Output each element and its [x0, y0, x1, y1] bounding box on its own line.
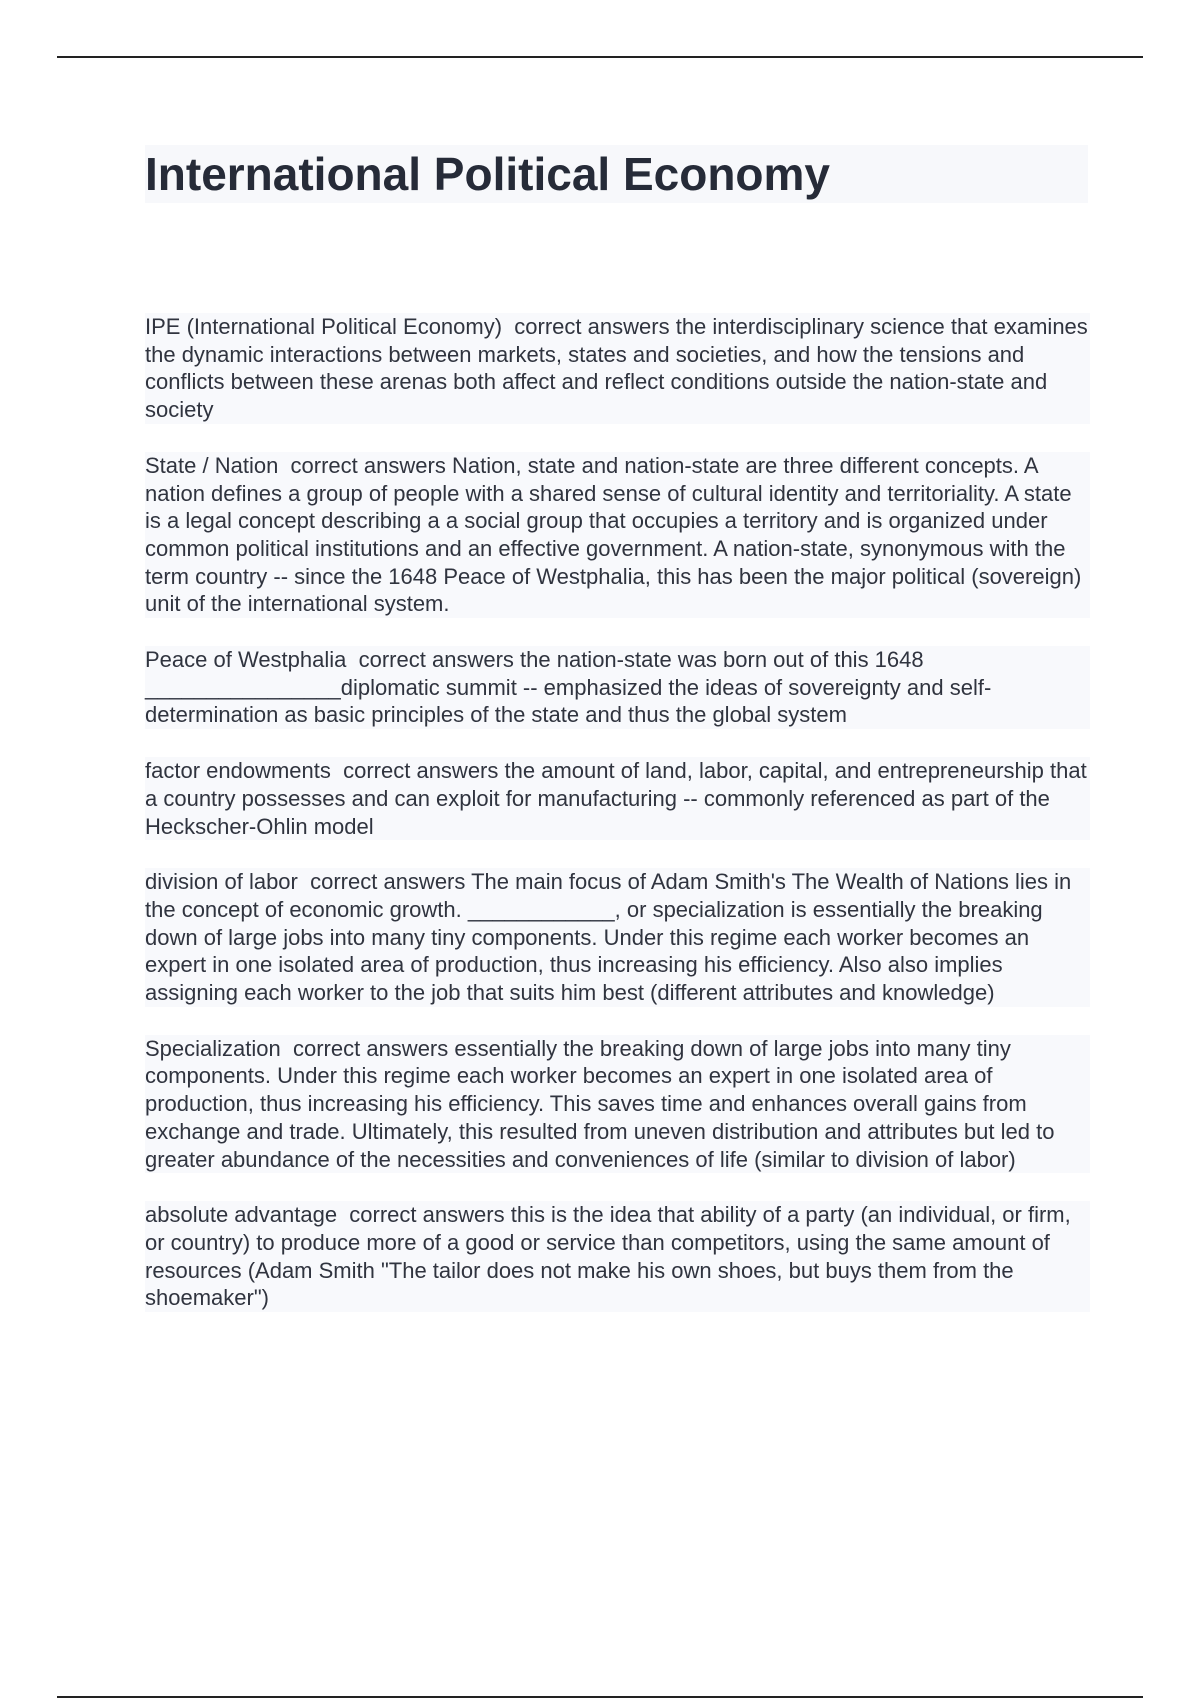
entry-term: Specialization: [145, 1035, 281, 1061]
entry: [145, 868, 1090, 1007]
entry: [145, 1201, 1090, 1312]
entry-term: State / Nation: [145, 452, 279, 478]
entry-term: IPE (International Political Economy): [145, 314, 503, 339]
entry-definition: the interdisciplinary science that examines the dynamic interactions between markets, states and societies, and how the tensions and conflicts between these arenas both affect and reflect conditions outside the nation-state and society: [145, 314, 1094, 423]
entry-separator: correct answers: [292, 1035, 449, 1061]
entry-definition: the amount of land, labor, capital, and entrepreneurship that a country possesses and can exploit for manufacturing -- commonly referenced as part of the Heckscher-Ohlin model: [145, 758, 1093, 839]
entry: [145, 646, 1090, 729]
entry-term: Peace of Westphalia: [145, 647, 347, 673]
document-title: International Political Economy: [145, 148, 831, 200]
entry: [145, 452, 1090, 618]
entry-definition: The main focus of Adam Smith's The Wealth of Nations lies in the concept of economic growth. ____________, or specialization is essentially the breaking down of large jobs into many tiny components. Under this regime each worker becomes an expert in one isolated area of production, thus increasing his efficiency. Also also implies assigning each worker to the job that suits him best (different attributes and knowledge): [145, 869, 1078, 1006]
entry-separator: correct answers: [343, 758, 499, 784]
bottom-rule: [57, 1696, 1143, 1698]
entry-term: absolute advantage: [145, 1202, 338, 1228]
entry: [145, 757, 1093, 840]
entry-term: factor endowments: [145, 758, 331, 784]
entry-definition: essentially the breaking down of large jobs into many tiny components. Under this regime each worker becomes an expert in one isolated area of production, thus increasing his efficiency. This saves time and enhances overall gains from exchange and trade. Ultimately, this resulted from uneven distribution and attributes but led to greater abundance of the necessities and conveniences of life (similar to division of labor): [145, 1035, 1061, 1172]
entry-definition: Nation, state and nation-state are three different concepts. A nation defines a group of people with a shared sense of cultural identity and territoriality. A state is a legal concept describing a a social group that occupies a territory and is organized under common political institutions and an effective government. A nation-state, synonymous with the term country -- since the 1648 Peace of Westphalia, this has been the major political (sovereign) unit of the international system.: [145, 452, 1088, 617]
entry-separator: correct answers: [310, 869, 466, 895]
entry-separator: correct answers: [514, 314, 670, 339]
entry-term: division of labor: [145, 869, 298, 895]
entry-definition: this is the idea that ability of a party (an individual, or firm, or country) to produce more of a good or service than competitors, using the same amount of resources (Adam Smith "The tailor does not make his own shoes, but buys them from the shoemaker"): [145, 1202, 1077, 1311]
entry-separator: correct answers: [290, 452, 446, 478]
entries-list: [145, 313, 1094, 1340]
entry-separator: correct answers: [358, 647, 514, 673]
entry: [145, 1035, 1090, 1174]
top-rule: [57, 56, 1143, 58]
entry: [145, 313, 1094, 424]
entry-definition: the nation-state was born out of this 1648 ________________diplomatic summit -- emphasized the ideas of sovereignty and self-determination as basic principles of the state and thus the global system: [145, 647, 992, 728]
entry-separator: correct answers: [349, 1202, 505, 1228]
